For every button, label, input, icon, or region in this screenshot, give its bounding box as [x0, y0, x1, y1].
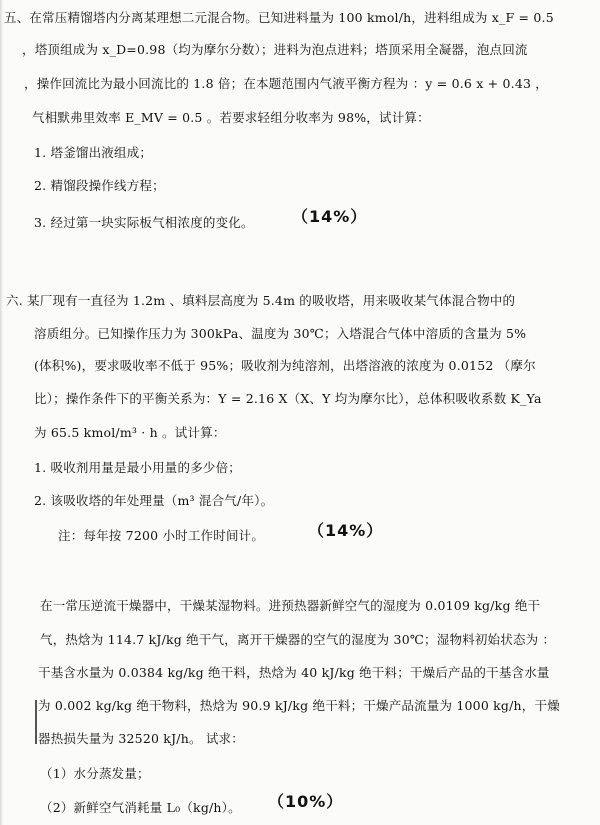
problem7-line-3: 干基含水量为 0.0384 kg/kg 绝干料，热焓为 40 kJ/kg 绝干料；干燥后产品的干基含水量 — [38, 665, 550, 680]
problem6-note: 注：每年按 7200 小时工作时间计。 — [58, 528, 265, 543]
problem6-question-2: 2. 该吸收塔的年处理量（m³ 混合气/年）。 — [34, 493, 274, 508]
scan-margin-mark — [35, 700, 37, 744]
problem5-question-1: 1. 塔釜馏出液组成； — [34, 145, 153, 160]
problem7-question-2: （2）新鲜空气消耗量 L₀（kg/h）。 — [40, 800, 241, 815]
problem7-line-1: 在一常压逆流干燥器中，干燥某湿物料。进预热器新鲜空气的湿度为 0.0109 kg/kg 绝干 — [40, 598, 541, 613]
scan-edge-shadow — [0, 0, 3, 825]
problem5-line-3: ，操作回流比为最小回流比的 1.8 倍；在本题范围内气液平衡方程为 ：y = 0.6 x + 0.43 ， — [24, 76, 549, 91]
problem7-question-1: （1）水分蒸发量； — [40, 766, 150, 781]
problem6-line-1: 六. 某厂现有一直径为 1.2m 、填料层高度为 5.4m 的吸收塔，用来吸收某气体混合物中的 — [6, 293, 516, 308]
problem7-line-2: 气，热焓为 114.7 kJ/kg 绝干气，离开干燥器的空气的湿度为 30℃；湿物料初始状态为 ： — [40, 632, 556, 647]
problem5-score: （14%） — [292, 207, 368, 226]
problem6-line-2: 溶质组分。已知操作压力为 300kPa、温度为 30℃；入塔混合气体中溶质的含量为 5% — [34, 326, 527, 341]
problem5-question-3: 3. 经过第一块实际板气相浓度的变化。 — [34, 215, 254, 230]
problem5-line-1: 五、在常压精馏塔内分离某理想二元混合物。已知进料量为 100 kmol/h，进料组成为 x_F = 0.5 — [4, 10, 554, 25]
problem6-score: （14%） — [308, 521, 384, 540]
problem7-line-4: 为 0.002 kg/kg 绝干物料，热焓为 90.9 kJ/kg 绝干料；干燥产品流量为 1000 kg/h，干燥 — [38, 698, 560, 713]
problem6-line-3: (体积%)，要求吸收率不低于 95%；吸收剂为纯溶剂，出塔溶液的浓度为 0.0152 （摩尔 — [34, 358, 536, 373]
problem6-line-5: 为 65.5 kmol/m³ · h 。试计算： — [34, 425, 226, 440]
problem5-line-2: ，塔顶组成为 x_D=0.98（均为摩尔分数）；进料为泡点进料；塔顶采用全凝器，泡点回流 — [22, 42, 528, 57]
problem6-line-4: 比）；操作条件下的平衡关系为：Y = 2.16 X（X、Y 均为摩尔比），总体积吸收系数 K_Ya — [34, 391, 542, 406]
problem5-question-2: 2. 精馏段操作线方程； — [34, 178, 165, 193]
problem7-score: （10%） — [268, 792, 344, 811]
problem7-line-5: 器热损失量为 32520 kJ/h。 试求： — [38, 731, 244, 746]
problem5-line-4: 气相默弗里效率 E_MV = 0.5 。若要求轻组分收率为 98%，试计算： — [32, 110, 430, 125]
problem6-question-1: 1. 吸收剂用量是最小用量的多少倍； — [34, 460, 242, 475]
